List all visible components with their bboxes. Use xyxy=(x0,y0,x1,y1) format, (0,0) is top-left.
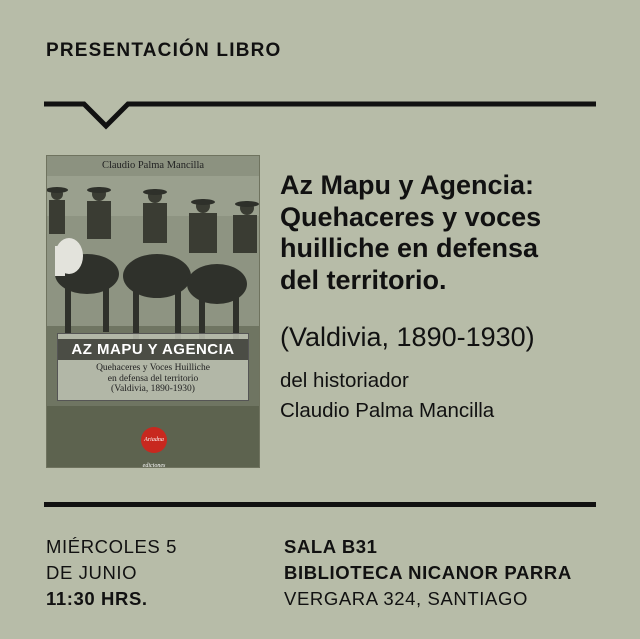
bottom-divider xyxy=(44,502,596,507)
event-room: SALA B31 xyxy=(284,536,378,557)
event-address: VERGARA 324, SANTIAGO xyxy=(284,588,528,609)
cover-title: AZ MAPU Y AGENCIA xyxy=(58,339,248,360)
cover-author: Claudio Palma Mancilla xyxy=(101,160,205,171)
chevron-divider xyxy=(44,92,596,132)
book-title-line-1: Az Mapu y Agencia: xyxy=(280,170,535,200)
cover-subtitle-2: en defensa del territorio xyxy=(107,373,199,384)
event-month: DE JUNIO xyxy=(46,562,138,583)
book-title xyxy=(280,170,600,296)
cover-subtitle-3: (Valdivia, 1890-1930) xyxy=(111,384,195,394)
cover-title-box xyxy=(57,333,249,401)
book-title-line-3: huilliche en defensa xyxy=(280,233,539,263)
book-by-label: del historiador xyxy=(280,369,409,392)
event-date xyxy=(46,534,177,612)
event-time: 11:30 HRS. xyxy=(46,588,148,609)
publisher-logo: Ariadna ediciones xyxy=(141,427,167,453)
header-title: PRESENTACIÓN LIBRO xyxy=(46,40,282,61)
cover-photo-riders xyxy=(47,176,259,467)
cover-subtitle-1: Quehaceres y Voces Huilliche xyxy=(96,363,210,373)
event-day: MIÉRCOLES 5 xyxy=(46,536,177,557)
book-title-line-2: Quehaceres y voces xyxy=(280,201,542,232)
book-cover xyxy=(46,155,260,468)
book-title-line-4: del territorio. xyxy=(280,264,447,295)
book-years: (Valdivia, 1890-1930) xyxy=(280,322,535,352)
book-author: Claudio Palma Mancilla xyxy=(280,399,495,422)
event-venue xyxy=(284,534,572,612)
event-library: BIBLIOTECA NICANOR PARRA xyxy=(284,562,572,583)
